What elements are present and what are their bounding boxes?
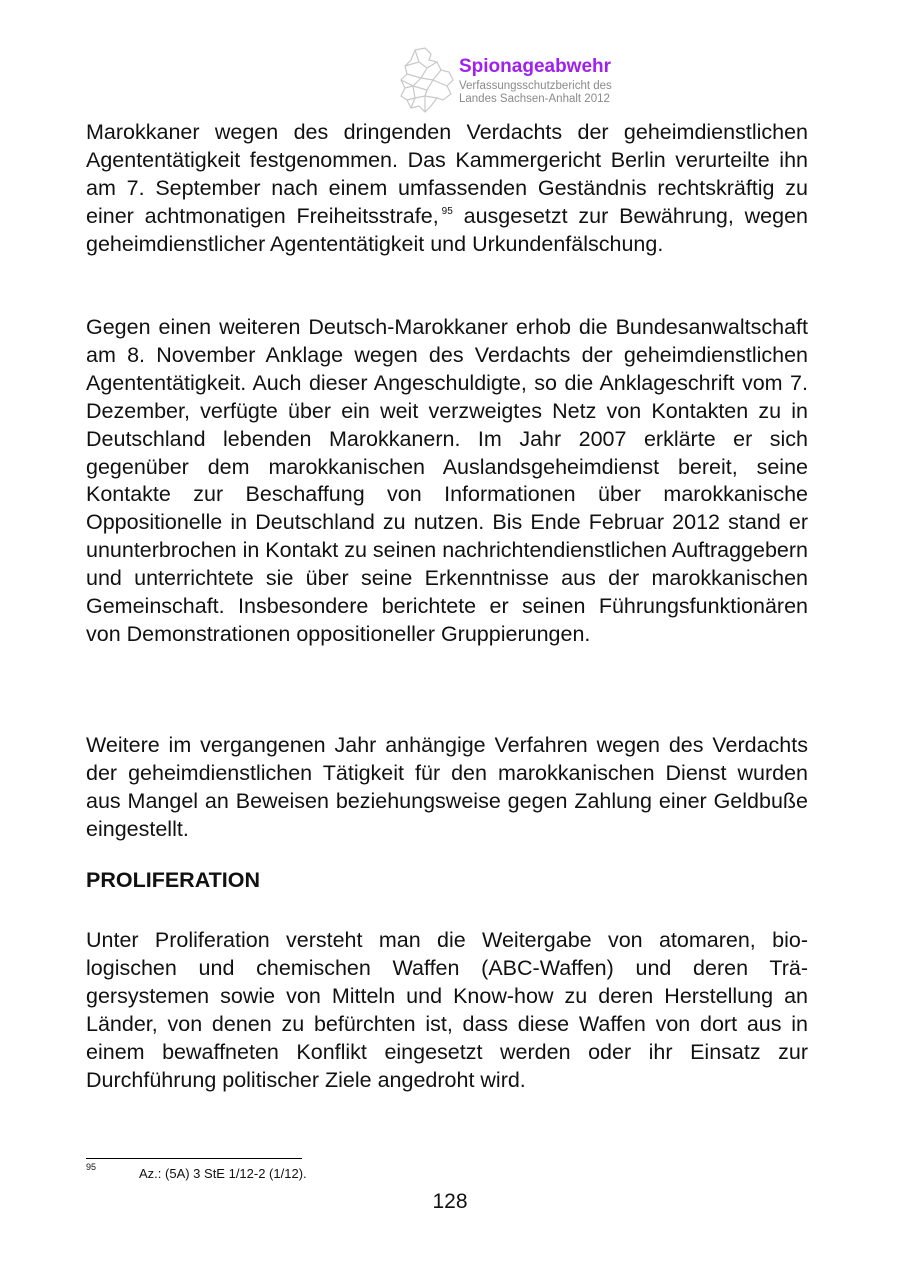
page-header	[397, 46, 657, 116]
paragraph	[86, 119, 808, 259]
paragraph-text: ausgesetzt zur Bewährung, wegen geheimdienstlicher Agententätigkeit und Urkundenfälschung.	[86, 203, 809, 256]
header-subtitle: Verfassungsschutzbericht des	[459, 80, 612, 92]
header-subtitle: Landes Sachsen-Anhalt 2012	[459, 93, 610, 105]
footnote-reference[interactable]: 95	[441, 205, 453, 217]
footnote-text: Az.: (5A) 3 StE 1/12-2 (1/12).	[139, 1166, 307, 1181]
paragraph: Weitere im vergangenen Jahr anhängige Verfahren wegen des Verdachts der geheimdienstlichen Tätigkeit für den marokkanischen Dienst wurden aus Mangel an Beweisen beziehungsweise gegen Zahlung einer Geldbuße eingestellt.	[86, 733, 808, 841]
paragraph: Gegen einen weiteren Deutsch-Marokkaner erhob die Bundesanwaltschaft am 8. November Anklage wegen des Verdachts der geheimdienstlichen Agententätigkeit. Auch dieser Angeschuldigte, so die Anklageschrift vom 7. Dezember, verfügte über ein weit verzweigtes Netz von Kontakten zu in Deutschland lebenden Marokkanern. Im Jahr 2007 erklärte er sich gegenüber dem marokkanischen Auslandsgeheimdienst bereit, seine Kontakte zur Beschaffung von Informationen über marokkanische Oppositionelle in Deutschland zu nutzen. Bis Ende Februar 2012 stand er ununterbrochen in Kontakt zu seinen nachrichtendienstlichen Auftraggebern und unterrichtete sie über seine Erkenntnisse aus der marokkanischen Gemeinschaft. Insbesondere berichtete er seinen Führungsfunktionären von Demonstrationen oppositioneller Gruppierungen.	[86, 315, 808, 646]
footnote-number: 95	[86, 1162, 97, 1172]
footnote-divider	[86, 1158, 302, 1159]
section-heading: PROLIFERATION	[86, 868, 260, 892]
paragraph-text: Marokkaner wegen des dringenden Verdachts der geheimdienstlichen Agententätigkeit festgenommen. Das Kammergericht Berlin verurteilte ihn am 7. September nach einem umfassenden Geständnis rechtskräftig zu einer achtmonatigen Freiheitsstrafe,	[86, 120, 808, 228]
saxony-anhalt-map-icon	[397, 46, 459, 114]
header-title: Spionageabwehr	[459, 56, 612, 77]
page-number: 128	[432, 1190, 468, 1213]
paragraph: Unter Proliferation versteht man die Weitergabe von atomaren, biologischen und chemischen Waffen (ABC-Waffen) und deren Trägersystemen sowie von Mitteln und Know-how zu deren Herstellung an Länder, von denen zu befürchten ist, dass diese Waffen von dort aus in einem bewaffneten Konflikt eingesetzt werden oder ihr Einsatz zur Durchführung politischer Ziele angedroht wird.	[86, 928, 808, 1092]
